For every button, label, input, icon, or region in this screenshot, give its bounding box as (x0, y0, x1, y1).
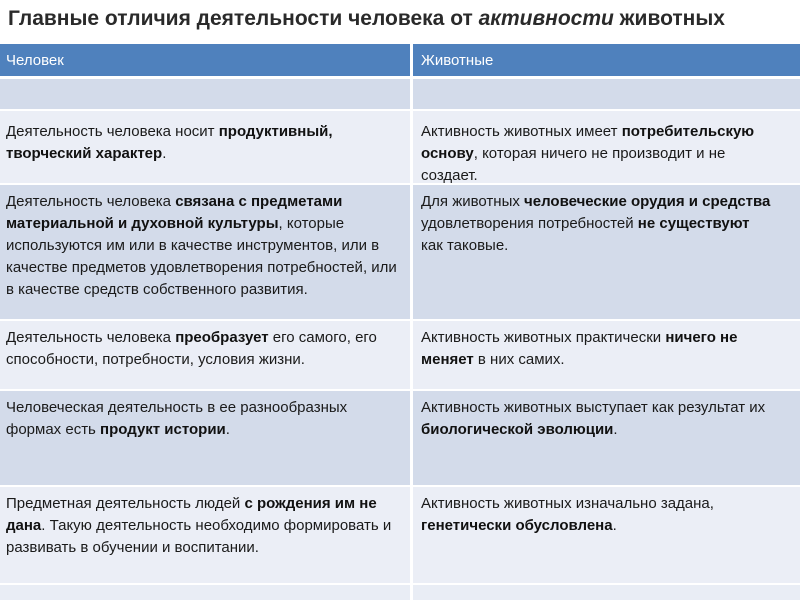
empty-row (0, 79, 800, 109)
footer-cell-left (0, 585, 410, 600)
text: удовлетворения потребностей (421, 215, 638, 232)
bold-text: преобразует (175, 329, 269, 346)
bold-text: связана с предметами материальной и духовной культуры (6, 193, 343, 232)
text: , которые используются им или в качестве инструментов, или в качестве предметов удовлетворения потребностей, или в качестве средств собственного развития. (6, 215, 397, 298)
table-footer-strip (0, 585, 800, 600)
text: . Такую деятельность необходимо формировать и развивать в обучении и воспитании. (6, 517, 392, 556)
text: в них самих. (473, 351, 565, 368)
text: Активность животных имеет (421, 123, 622, 140)
animal-cell (413, 487, 800, 583)
bold-text: биологической эволюции (421, 421, 614, 438)
text: Активность животных изначально задана, (421, 495, 714, 512)
animal-cell (413, 111, 800, 183)
title-part-2: животных (613, 7, 725, 30)
table-row (0, 487, 800, 583)
human-cell (0, 487, 410, 583)
text: . (162, 145, 167, 162)
empty-cell-right (413, 79, 800, 109)
table-header-row (0, 44, 800, 76)
footer-cell-right (413, 585, 800, 600)
text: , которая ничего не производит и не (473, 145, 726, 162)
bold-text: продуктивный, творческий характер (6, 123, 333, 162)
bold-text: продукт истории (100, 421, 226, 438)
header-animals: Животные (413, 44, 800, 76)
text: создает. (421, 167, 478, 183)
text: Деятельность человека (6, 329, 176, 346)
text: . (612, 517, 617, 534)
bold-text: ничего не (665, 329, 738, 346)
comparison-table (0, 44, 800, 600)
bold-text: не существуют (637, 215, 750, 232)
text: . (613, 421, 618, 438)
empty-cell-left (0, 79, 410, 109)
text: Активность животных выступает как результат их (421, 399, 766, 416)
text: . (225, 421, 230, 438)
text: Человеческая деятельность в ее разнообразных формах есть (6, 399, 348, 438)
text: его самого, его способности, потребности, условия жизни. (6, 329, 377, 368)
animal-cell (413, 391, 800, 485)
human-cell (0, 185, 410, 319)
title-part-1: Главные отличия деятельности человека от (8, 7, 479, 30)
table-row (0, 111, 800, 183)
bold-text: меняет (421, 351, 474, 368)
text: Предметная деятельность людей (6, 495, 245, 512)
table-row (0, 321, 800, 389)
human-cell (0, 321, 410, 389)
page-title (8, 4, 800, 34)
bold-text: с рождения им не дана (6, 495, 377, 534)
text: Деятельность человека носит (6, 123, 219, 140)
header-human: Человек (0, 44, 410, 76)
bold-text: генетически обусловлена (421, 517, 613, 534)
text: Активность животных практически (421, 329, 666, 346)
human-cell (0, 111, 410, 183)
table-row (0, 185, 800, 319)
text: Деятельность человека (6, 193, 176, 210)
table-row (0, 391, 800, 485)
text: Для животных (421, 193, 525, 210)
bold-text: потребительскую (621, 123, 755, 140)
title-accent: активности (478, 7, 614, 30)
animal-cell (413, 321, 800, 389)
human-cell (0, 391, 410, 485)
animal-cell (413, 185, 800, 319)
bold-text: основу (421, 145, 474, 162)
text: как таковые. (421, 237, 509, 254)
bold-text: человеческие орудия и средства (524, 193, 771, 210)
